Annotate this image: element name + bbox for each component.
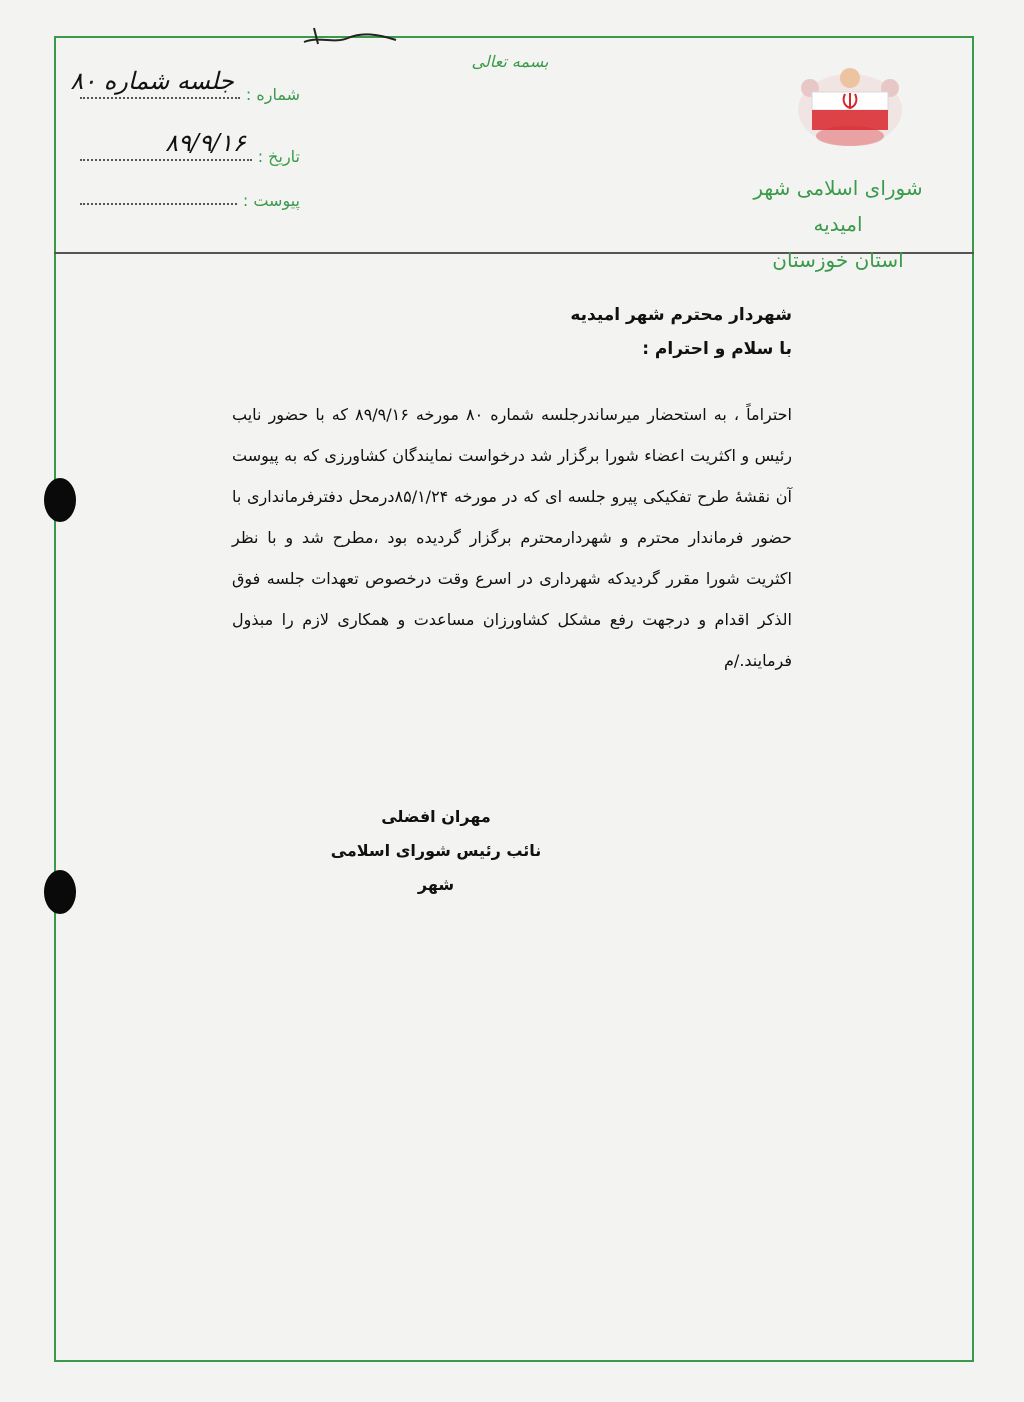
date-line bbox=[80, 129, 252, 161]
council-heading bbox=[728, 170, 948, 278]
letter-content bbox=[232, 298, 792, 681]
greeting: با سلام و احترام : bbox=[642, 339, 792, 359]
council-name: شورای اسلامی شهر امیدیه bbox=[753, 176, 923, 236]
date-field bbox=[80, 129, 300, 166]
attachment-line bbox=[80, 203, 237, 205]
punch-hole bbox=[44, 478, 76, 522]
iran-emblem-icon bbox=[790, 66, 910, 166]
handwritten-scribble bbox=[300, 22, 400, 50]
signature-block bbox=[316, 800, 556, 902]
letter-body: احتراماً ، به استحضار میرساندرجلسه شماره ۸۰ مورخه ۸۹/۹/۱۶ که با حضور نایب رئیس و اکثریت اعضاء شورا برگزار شد درخواست نمایندگان کشاورزی که به پیوست آن نقشهٔ طرح تفکیکی پیرو جلسه ای که در مورخه ۸۵/۱/۲۴درمحل دفترفرمانداری با حضور فرماندار محترم و شهردارمحترم برگزار گردیده بود ،مطرح شد و با نظر اکثریت شورا مقرر گردیدکه شهرداری در اسرع وقت درخصوص تعهدات جلسه فوق الذکر اقدام و درجهت رفع مشکل کشاورزان مساعدت و همکاری لازم را مبذول فرمایند./م bbox=[232, 405, 793, 670]
punch-hole bbox=[44, 870, 76, 914]
number-line bbox=[70, 67, 240, 99]
signer-title: نائب رئیس شورای اسلامی شهر bbox=[330, 841, 542, 894]
date-value: ۸۹/۹/۱۶ bbox=[165, 129, 246, 157]
signer-name: مهران افضلی bbox=[381, 807, 491, 826]
attachment-label: پیوست : bbox=[242, 191, 300, 210]
number-value: جلسه شماره ۸۰ bbox=[70, 67, 234, 95]
province-name: استان خوزستان bbox=[772, 248, 904, 272]
recipient: شهردار محترم شهر امیدیه bbox=[570, 305, 792, 325]
basmala: بسمه تعالی bbox=[471, 52, 549, 71]
number-field bbox=[70, 67, 300, 104]
number-label: شماره : bbox=[245, 85, 300, 104]
date-label: تاریخ : bbox=[257, 147, 300, 166]
attachment-field bbox=[80, 176, 300, 210]
